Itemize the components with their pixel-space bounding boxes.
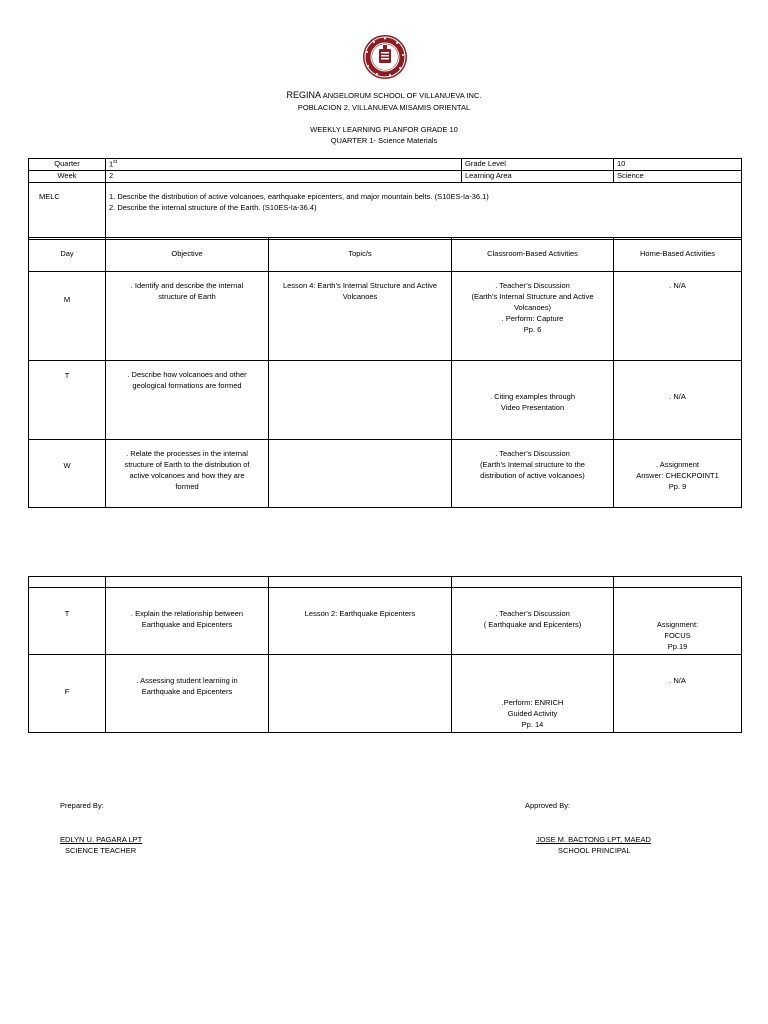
grade-label: Grade Level [462, 159, 614, 171]
text-line: Pp. 14 [521, 719, 544, 729]
text-line: (Earth’s Internal structure to the [480, 459, 585, 469]
area-label: Learning Area [462, 171, 614, 183]
info-row-quarter [29, 159, 742, 171]
text-line [455, 676, 610, 687]
melc-label: MELC [29, 183, 106, 240]
quarter-value-suffix: st [113, 159, 118, 165]
prepared-by-label: Prepared By: [60, 801, 104, 810]
approved-by-title: SCHOOL PRINCIPAL [558, 846, 631, 855]
prepared-by-title: SCIENCE TEACHER [65, 846, 137, 855]
text-line: . Relate the processes in the internal [126, 449, 248, 458]
text-line: structure of Earth to the distribution of [124, 459, 250, 469]
quarter-label: Quarter [29, 159, 106, 171]
school-name-first: REGINA [286, 90, 322, 100]
plan-table [28, 237, 742, 508]
quarter-value-text: 1 [109, 159, 114, 169]
text-line: Assignment: [656, 619, 699, 629]
text-line: . N/A [669, 281, 686, 290]
classroom-cell [452, 361, 614, 440]
col-header-topic: Topic/s [269, 238, 452, 272]
day-cell: M [29, 272, 106, 361]
text-line: active volcanoes and how they are [129, 470, 245, 480]
day-cell: T [29, 588, 106, 655]
melc-item-1: 1. Describe the distribution of active volcanoes, earthquake epicenters, and major mountain belts. (S10ES-Ia-36.1) [109, 192, 489, 202]
text-line [455, 370, 610, 381]
col-header-classroom: Classroom-Based Activities [452, 238, 614, 272]
objective-cell [106, 588, 269, 655]
classroom-cell [452, 272, 614, 361]
text-line: geological formations are formed [132, 380, 242, 390]
text-line: Earthquake and Epicenters [141, 686, 233, 696]
text-line: distribution of active volcanoes) [480, 470, 585, 480]
approved-by-label: Approved By: [525, 801, 571, 810]
text-line: . N/A [669, 676, 686, 685]
classroom-cell [452, 440, 614, 508]
text-line: . Identify and describe the internal [130, 281, 244, 290]
text-line: . Perform: Capture [501, 313, 564, 323]
school-address: POBLACION 2, VILLANUEVA MISAMIS ORIENTAL [297, 103, 471, 112]
col-header-objective: Objective [106, 238, 269, 272]
home-cell [614, 361, 742, 440]
text-line: . Assessing student learning in [136, 676, 238, 685]
plan-row-f [29, 655, 742, 733]
plan-row-t [29, 361, 742, 440]
empty-cell [452, 577, 614, 588]
empty-cell [29, 577, 106, 588]
day-cell: W [29, 440, 106, 508]
text-line [455, 381, 610, 392]
text-line: . Teacher’s Discussion [495, 449, 570, 458]
info-row-week [29, 171, 742, 183]
plan-row-m [29, 272, 742, 361]
objective-cell [106, 655, 269, 733]
text-line: (Earth’s Internal Structure and Active [471, 291, 594, 301]
text-line: Pp.19 [667, 641, 688, 651]
plan-header-row [29, 238, 742, 272]
text-line: Lesson 2: Earthquake Epicenters [304, 609, 416, 618]
info-table [28, 158, 742, 240]
text-line: Lesson 4: Earth’s Internal Structure and Active [282, 281, 438, 290]
day-cell: F [29, 655, 106, 733]
text-line: Volcanoes) [513, 302, 552, 312]
text-line: Volcanoes [342, 291, 378, 301]
text-line: . Assignment [656, 459, 699, 469]
text-line [617, 609, 738, 620]
empty-cell [269, 577, 452, 588]
text-line: . Describe how volcanoes and other [127, 370, 247, 379]
objective-cell [106, 272, 269, 361]
quarter-value [106, 159, 462, 171]
text-line: formed [175, 481, 199, 491]
quarter-title: QUARTER 1- Science Materials [330, 136, 438, 145]
topic-cell [269, 588, 452, 655]
text-line: Answer: CHECKPOINT1 [636, 470, 719, 480]
text-line: Pp. 6 [523, 324, 542, 334]
plan-row-t2 [29, 588, 742, 655]
topic-cell [269, 440, 452, 508]
text-line [455, 687, 610, 698]
text-line [617, 449, 738, 460]
topic-cell [269, 655, 452, 733]
classroom-cell [452, 588, 614, 655]
school-name-rest: ANGELORUM SCHOOL OF VILLANUEVA INC. [322, 91, 482, 100]
objective-cell [106, 440, 269, 508]
empty-cell [614, 577, 742, 588]
day-cell: T [29, 361, 106, 440]
col-header-day: Day [29, 238, 106, 272]
school-name [0, 90, 768, 101]
plan-title: WEEKLY LEARNING PLANFOR GRADE 10 [310, 125, 458, 134]
text-line [617, 370, 738, 381]
week-label: Week [29, 171, 106, 183]
col-header-home: Home-Based Activities [614, 238, 742, 272]
text-line: ( Earthquake and Epicenters) [483, 619, 582, 629]
melc-content [106, 183, 742, 240]
plan-table-continued [28, 576, 742, 733]
text-line: . Teacher’s Discussion [495, 609, 570, 618]
text-line: . Citing examples through [489, 391, 576, 401]
empty-cell [106, 577, 269, 588]
approved-by-name: JOSE M. BACTONG LPT, MAEAD [536, 835, 651, 844]
school-seal-icon [362, 34, 408, 80]
text-line: . Explain the relationship between [130, 609, 244, 618]
classroom-cell [452, 655, 614, 733]
grade-value: 10 [614, 159, 742, 171]
objective-cell [106, 361, 269, 440]
week-value: 2 [106, 171, 462, 183]
home-cell [614, 655, 742, 733]
text-line: Pp. 9 [668, 481, 687, 491]
text-line: Guided Activity [507, 708, 558, 718]
home-cell [614, 588, 742, 655]
melc-item-2: 2. Describe the internal structure of the Earth. (S10ES-Ia-36.4) [109, 203, 317, 213]
info-row-melc [29, 183, 742, 240]
plan-header-row-empty [29, 577, 742, 588]
topic-cell [269, 272, 452, 361]
text-line: Video Presentation [500, 402, 565, 412]
topic-cell [269, 361, 452, 440]
area-value: Science [614, 171, 742, 183]
text-line: Earthquake and Epicenters [141, 619, 233, 629]
text-line: . Teacher’s Discussion [495, 281, 570, 290]
text-line: . N/A [669, 391, 686, 401]
text-line: structure of Earth [158, 291, 216, 301]
prepared-by-name: EDLYN U. PAGARA LPT [60, 835, 143, 844]
text-line: .Perform: ENRICH [501, 697, 564, 707]
home-cell [614, 272, 742, 361]
text-line [617, 381, 738, 392]
home-cell [614, 440, 742, 508]
text-line: FOCUS [664, 630, 691, 640]
plan-row-w [29, 440, 742, 508]
